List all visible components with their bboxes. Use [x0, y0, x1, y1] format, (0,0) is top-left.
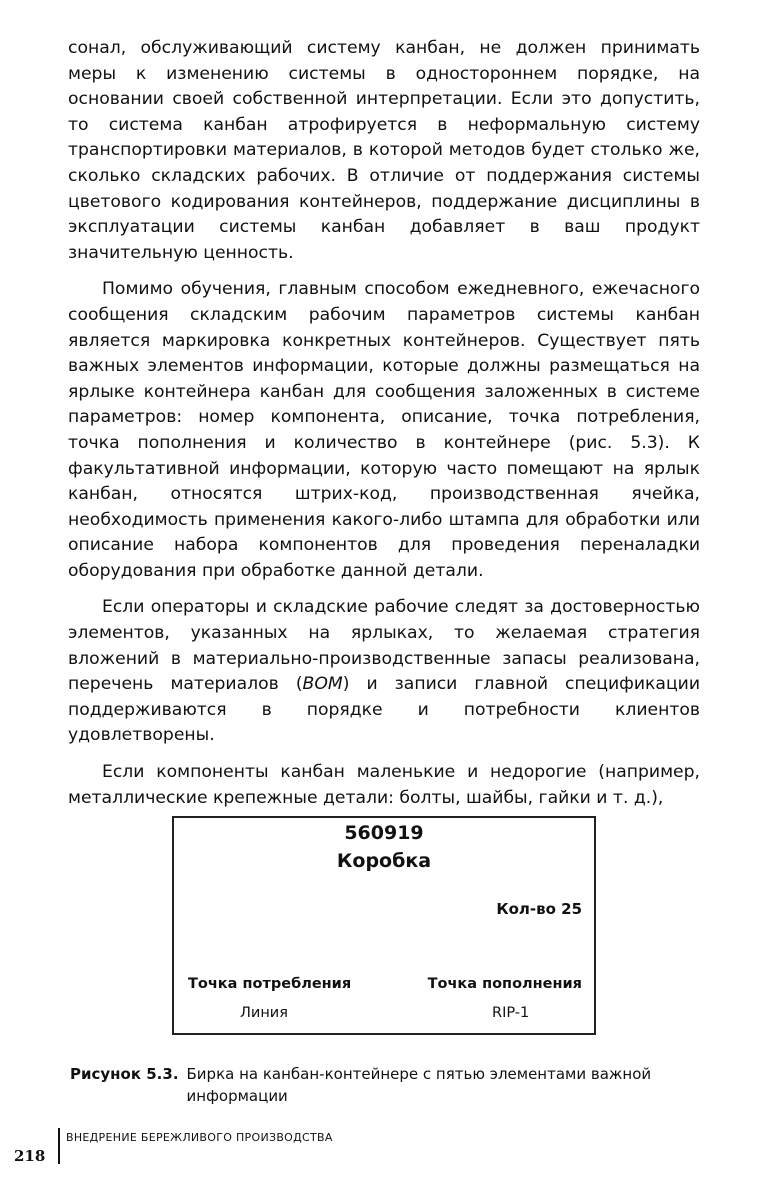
paragraph-3-part-1: Если операторы и складские рабочие следят за достоверностью элементов, указанных на ярлыках, то желаемая стратегия вложений в материально-производственные запасы реализована, перечень материалов ( [68, 597, 700, 695]
paragraph-3 [68, 595, 700, 749]
body-text [68, 36, 700, 822]
tag-consumption-value: Линия [240, 1005, 288, 1021]
tag-quantity: Кол-во 25 [496, 900, 582, 918]
paragraph-2: Помимо обучения, главным способом ежедневного, ежечасного сообщения складским рабочим параметров системы канбан является маркировка конкретных контейнеров. Существует пять важных элементов информации, которые должны размещаться на ярлыке контейнера канбан для сообщения заложенных в системе параметров: номер компонента, описание, точка потребления, точка пополнения и количество в контейнере (рис. 5.3). К факультативной информации, которую часто помещают на ярлык канбан, относятся штрих-код, производственная ячейка, необходимость применения какого-либо штампа для обработки или описание набора компонентов для проведения переналадки оборудования при обработке данной детали. [68, 279, 700, 581]
footer-divider [58, 1128, 60, 1164]
paragraph-3-part-2: ) и записи главной спецификации поддерживаются в порядке и потребности клиентов удовлетворены. [68, 674, 700, 746]
figure-caption [70, 1063, 690, 1107]
tag-replenishment-value: RIP-1 [492, 1005, 530, 1021]
caption-text: Бирка на канбан-контейнере с пятью элементами важной информации [186, 1065, 652, 1105]
bom-abbreviation: BOM [302, 674, 343, 695]
kanban-tag-figure [172, 816, 596, 1035]
paragraph-4: Если компоненты канбан маленькие и недорогие (например, металлические крепежные детали: болты, шайбы, гайки и т. д.), [68, 762, 700, 808]
paragraph-1: сонал, обслуживающий систему канбан, не должен принимать меры к изменению системы в одностороннем порядке, на основании своей собственной интерпретации. Если это допустить, то система канбан атрофируется в неформальную систему транспортировки материалов, в которой методов будет столько же, сколько складских рабочих. В отличие от поддержания системы цветового кодирования контейнеров, поддержание дисциплины в эксплуатации системы канбан добавляет в ваш продукт значительную ценность. [68, 38, 700, 263]
page-number: 218 [14, 1147, 46, 1165]
caption-label: Рисунок 5.3. [70, 1065, 179, 1083]
tag-consumption-label: Точка потребления [188, 976, 352, 992]
tag-part-number: 560919 [344, 822, 424, 844]
tag-description: Коробка [336, 850, 432, 872]
tag-replenishment-label: Точка пополнения [427, 976, 582, 992]
running-title: ВНЕДРЕНИЕ БЕРЕЖЛИВОГО ПРОИЗВОДСТВА [66, 1131, 333, 1144]
